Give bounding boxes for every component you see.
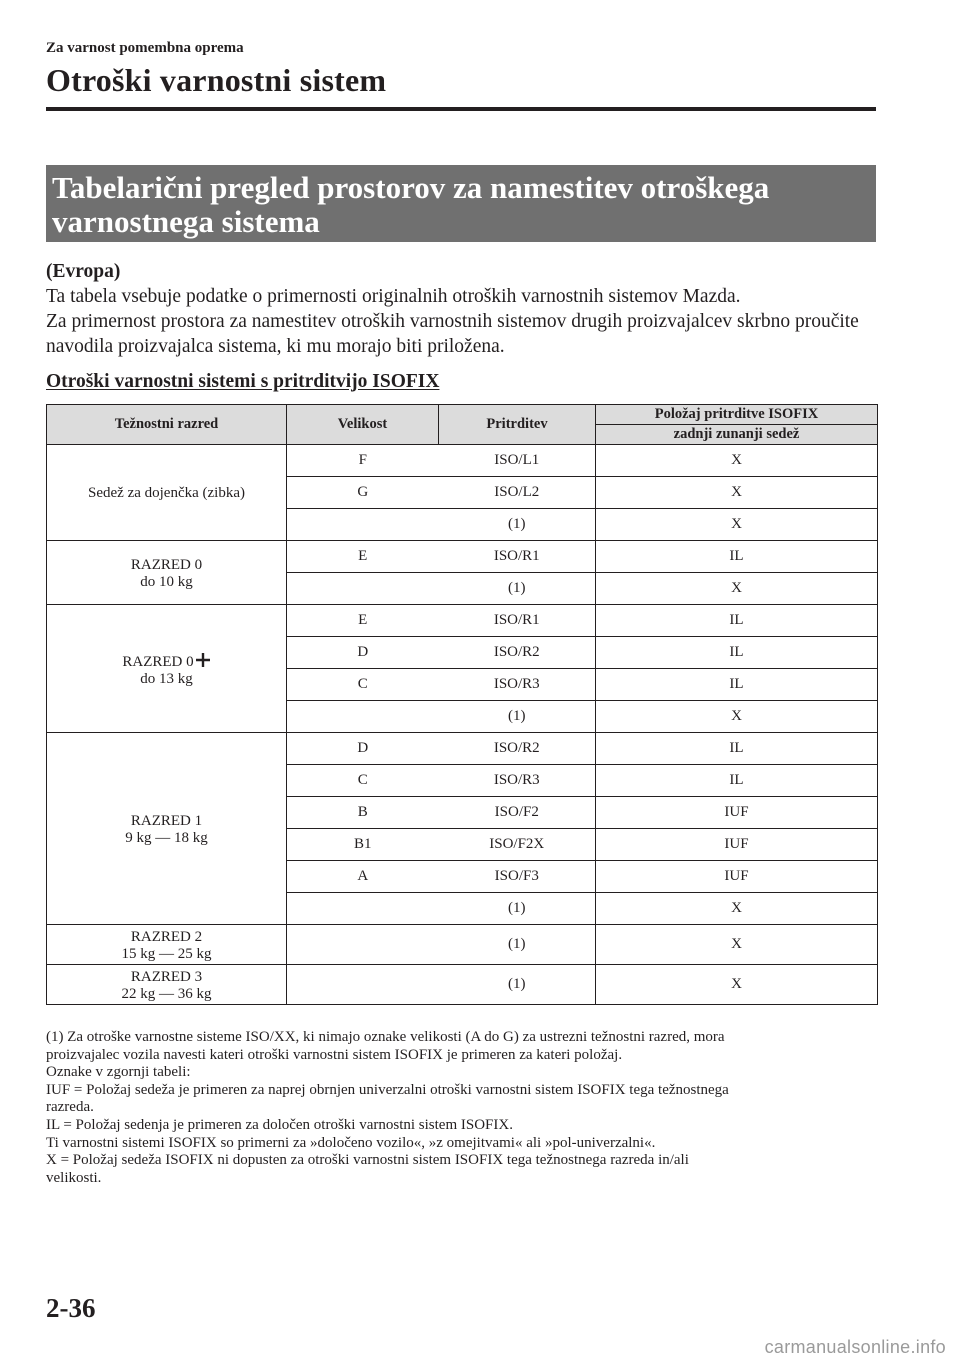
- position-cell: IUF: [596, 829, 878, 861]
- size-cell: B: [287, 797, 439, 829]
- position-cell: IL: [596, 765, 878, 797]
- weight-class-label: [47, 969, 286, 986]
- region-label: (Evropa): [46, 261, 121, 282]
- fixture-cell: (1): [439, 509, 596, 541]
- page-number: 2-36: [46, 1293, 96, 1323]
- position-cell: IL: [596, 669, 878, 701]
- size-cell: E: [287, 541, 439, 573]
- weight-class-range: do 10 kg: [140, 573, 193, 590]
- size-cell: D: [287, 733, 439, 765]
- note-line: IUF = Položaj sedeža je primeren za naprej obrnjen univerzalni otroški varnostni sistem ISOFIX tega težnostnega: [46, 1081, 729, 1098]
- table-subheading: Otroški varnostni sistemi s pritrditvijo ISOFIX: [46, 371, 440, 392]
- weight-class-label: [47, 485, 286, 502]
- fixture-cell: (1): [439, 701, 596, 733]
- fixture-cell: ISO/R3: [439, 669, 596, 701]
- weight-class-name: RAZRED 0: [122, 653, 194, 670]
- size-cell: C: [287, 765, 439, 797]
- weight-class-cell: [47, 925, 287, 965]
- table-notes: [46, 1029, 881, 1187]
- header-position: Položaj pritrditve ISOFIX: [596, 405, 878, 425]
- fixture-cell: (1): [439, 925, 596, 965]
- watermark: carmanualsonline.info: [764, 1337, 946, 1357]
- fixture-cell: (1): [439, 893, 596, 925]
- header-position-sub: zadnji zunanji sedež: [596, 425, 878, 445]
- fixture-cell: (1): [439, 573, 596, 605]
- section-heading-line-1: Tabelarični pregled prostorov za namestitev otroškega: [52, 170, 770, 205]
- table-row: [47, 733, 878, 765]
- section-heading-line-2: varnostnega sistema: [52, 204, 320, 239]
- position-cell: X: [596, 893, 878, 925]
- fixture-cell: ISO/F3: [439, 861, 596, 893]
- position-cell: X: [596, 965, 878, 1005]
- size-cell: [287, 893, 439, 925]
- weight-class-range: do 13 kg: [140, 670, 193, 687]
- fixture-cell: ISO/F2X: [439, 829, 596, 861]
- position-cell: IL: [596, 733, 878, 765]
- fixture-cell: ISO/R2: [439, 637, 596, 669]
- position-cell: IL: [596, 637, 878, 669]
- intro-text: [46, 259, 886, 359]
- position-cell: X: [596, 509, 878, 541]
- fixture-cell: (1): [439, 965, 596, 1005]
- note-line: IL = Položaj sedenja je primeren za določen otroški varnostni sistem ISOFIX.: [46, 1116, 513, 1133]
- weight-class-cell: [47, 445, 287, 541]
- size-cell: D: [287, 637, 439, 669]
- weight-class-label: [47, 813, 286, 830]
- page-title: Otroški varnostni sistem: [46, 62, 387, 98]
- weight-class-range: 22 kg — 36 kg: [121, 985, 212, 1002]
- size-cell: A: [287, 861, 439, 893]
- weight-class-name: RAZRED 1: [130, 812, 203, 829]
- table-row: [47, 605, 878, 637]
- size-cell: E: [287, 605, 439, 637]
- title-rule: [46, 107, 876, 111]
- weight-class-range: 9 kg — 18 kg: [125, 829, 208, 846]
- weight-class-label: [47, 557, 286, 574]
- isofix-table: [46, 404, 878, 1005]
- size-cell: G: [287, 477, 439, 509]
- weight-class-name: RAZRED 2: [130, 928, 203, 945]
- fixture-cell: ISO/L1: [439, 445, 596, 477]
- note-line: Oznake v zgornji tabeli:: [46, 1064, 191, 1081]
- note-line: Ti varnostni sistemi ISOFIX so primerni za »določeno vozilo«, »z omejitvami« ali »pol-univerzalni«.: [46, 1134, 656, 1151]
- header-fixture: Pritrditev: [439, 405, 596, 445]
- size-cell: [287, 701, 439, 733]
- fixture-cell: ISO/R2: [439, 733, 596, 765]
- header-weight-class: Težnostni razred: [47, 405, 287, 445]
- fixture-cell: ISO/R3: [439, 765, 596, 797]
- table-row: [47, 541, 878, 573]
- header-size: Velikost: [287, 405, 439, 445]
- size-cell: [287, 573, 439, 605]
- position-cell: X: [596, 573, 878, 605]
- weight-class-cell: [47, 605, 287, 733]
- position-cell: X: [596, 925, 878, 965]
- table-row: [47, 965, 878, 1005]
- intro-paragraph-1: Ta tabela vsebuje podatke o primernosti originalnih otroških varnostnih sistemov Mazda.: [46, 286, 741, 307]
- weight-class-cell: [47, 541, 287, 605]
- weight-class-cell: [47, 733, 287, 925]
- size-cell: [287, 509, 439, 541]
- fixture-cell: ISO/L2: [439, 477, 596, 509]
- table-body: [47, 445, 878, 1005]
- section-kicker: Za varnost pomembna oprema: [46, 40, 244, 56]
- table-row: [47, 925, 878, 965]
- plus-icon: [195, 652, 211, 668]
- size-cell: F: [287, 445, 439, 477]
- position-cell: IL: [596, 605, 878, 637]
- fixture-cell: ISO/R1: [439, 605, 596, 637]
- position-cell: IL: [596, 541, 878, 573]
- weight-class-label: [47, 652, 286, 671]
- position-cell: IUF: [596, 861, 878, 893]
- note-line: razreda.: [46, 1099, 94, 1116]
- note-line: proizvajalec vozila navesti kateri otroški varnostni sistem ISOFIX je primeren za kateri položaj.: [46, 1046, 623, 1063]
- size-cell: B1: [287, 829, 439, 861]
- position-cell: X: [596, 445, 878, 477]
- section-heading-band: [46, 165, 876, 242]
- weight-class-name: RAZRED 3: [130, 968, 203, 985]
- note-line: X = Položaj sedeža ISOFIX ni dopusten za otroški varnostni sistem ISOFIX tega težnostnega razreda in/ali: [46, 1152, 689, 1169]
- weight-class-range: 15 kg — 25 kg: [121, 945, 212, 962]
- table-row: [47, 445, 878, 477]
- fixture-cell: ISO/R1: [439, 541, 596, 573]
- position-cell: X: [596, 477, 878, 509]
- size-cell: [287, 925, 439, 965]
- position-cell: X: [596, 701, 878, 733]
- intro-paragraph-2: Za primernost prostora za namestitev otroških varnostnih sistemov drugih proizvajalcev skrbno proučite navodila proizvajalca sistema, ki mu morajo biti priložena.: [46, 311, 859, 357]
- position-cell: IUF: [596, 797, 878, 829]
- fixture-cell: ISO/F2: [439, 797, 596, 829]
- size-cell: [287, 965, 439, 1005]
- size-cell: C: [287, 669, 439, 701]
- weight-class-name: Sedež za dojenčka (zibka): [88, 485, 245, 501]
- weight-class-name: RAZRED 0: [130, 556, 203, 573]
- weight-class-label: [47, 929, 286, 946]
- weight-class-cell: [47, 965, 287, 1005]
- note-line: velikosti.: [46, 1169, 102, 1186]
- note-line: (1) Za otroške varnostne sisteme ISO/XX, ki nimajo oznake velikosti (A do G) za ustrezni težnostni razred, mora: [46, 1029, 725, 1045]
